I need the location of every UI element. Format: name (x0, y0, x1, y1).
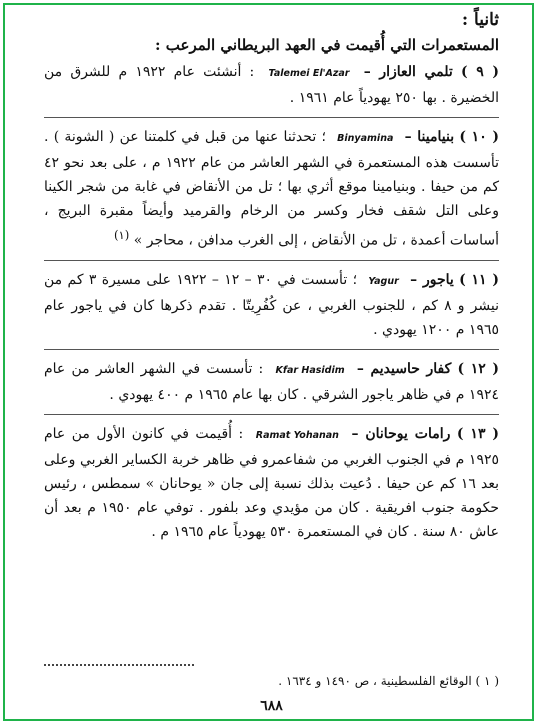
entry-11 (44, 268, 499, 342)
settlement-name: ياجور – (410, 271, 454, 288)
latin-name: Yagur (368, 275, 399, 287)
latin-name: Talemei El'Azar (268, 68, 350, 79)
separator (44, 414, 499, 415)
document-page (44, 10, 500, 714)
entry-text: : أُقيمت في كانون الأول من عام ١٩٢٥ م في الجنوب الغربي من شفاعمرو في ظاهر خربة الكساير الغربي وعلى بعد ١٦ كم عن حيفا . دُعيت بذلك نسبة إلى جان « يوحانان » سمطس ، رئيس حكومة جنوب افريقية . كان من مؤيدي وعد بلفور . توفي عام ١٩٥٠ م بعد أن عاش ٨٠ سنة . كان في المستعمرة ٥٣٠ يهودياً عام ١٩٦٥ م . (44, 425, 499, 540)
entry-number: ( ١١ ) (459, 271, 499, 288)
entry-text: ؛ تحدثنا عنها من قبل في كلمتنا عن ( الشونة ) . تأسست هذه المستعمرة في الشهر العاشر من عام ١٩٢٢ م ، على بعد نحو ٤٢ كم من حيفا . وبنيامينا موقع أثري بها ؛ تل من الأنقاض في غابة من شجر الكينا وعلى التل شقف فخار وكسر من الرخام والقرميد وأيضاً مقبرة البريج ، أساسات أعمدة ، تل من الأنقاض ، إلى الغرب مدافن ، محاجر » (44, 129, 499, 249)
latin-name: Binyamina (337, 133, 394, 144)
separator (44, 349, 499, 350)
footnote: ( ١ ) الوقائع الفلسطينية ، ص ١٤٩٠ و ١٦٣٤ . (278, 674, 499, 688)
settlement-name: كفار حاسيديم – (356, 360, 452, 377)
entry-number: ( ١٢ ) (457, 360, 500, 377)
separator (44, 117, 499, 118)
settlement-name: بنيامينا – (404, 129, 455, 145)
intro-line: المستعمرات التي أُقيمت في العهد البريطاني المرعب : (155, 36, 499, 54)
entry-number: ( ٩ ) (461, 64, 500, 80)
separator (44, 260, 499, 261)
page-number: ٦٨٨ (260, 698, 283, 714)
entry-number: ( ١٠ ) (459, 129, 500, 145)
entry-12 (44, 357, 499, 407)
settlement-name: رامات يوحانان – (351, 425, 451, 442)
latin-name: Kfar Hasidim (275, 364, 345, 376)
settlement-name: تلمي العازار – (363, 64, 453, 80)
section-heading: ثانياً : (461, 10, 499, 30)
entry-13 (44, 422, 499, 544)
entry-9 (44, 60, 499, 110)
entry-text: ؛ تأسست في ٣٠ – ١٢ – ١٩٢٢ على مسيرة ٣ كم من نيشر و ٨ كم ، للجنوب الغربي ، عن كُفُرِيتّا . تقدم ذكرها كان في ياجور عام ١٩٦٥ م ١٢٠٠ يهودي . (44, 271, 499, 338)
entry-number: ( ١٣ ) (456, 425, 500, 442)
entry-10 (44, 125, 499, 253)
entry-text: : تأسست في الشهر العاشر من عام ١٩٢٤ م في ظاهر ياجور الشرقي . كان بها عام ١٩٦٥ م ٤٠٠ يهودي . (44, 360, 499, 403)
footnote-rule (44, 664, 194, 666)
latin-name: Ramat Yohanan (255, 429, 339, 441)
entry-text: : أنشئت عام ١٩٢٢ م للشرق من الخضيرة . بها ٢٥٠ يهودياً عام ١٩٦١ . (44, 64, 499, 106)
footnote-ref: (١) (113, 228, 130, 242)
